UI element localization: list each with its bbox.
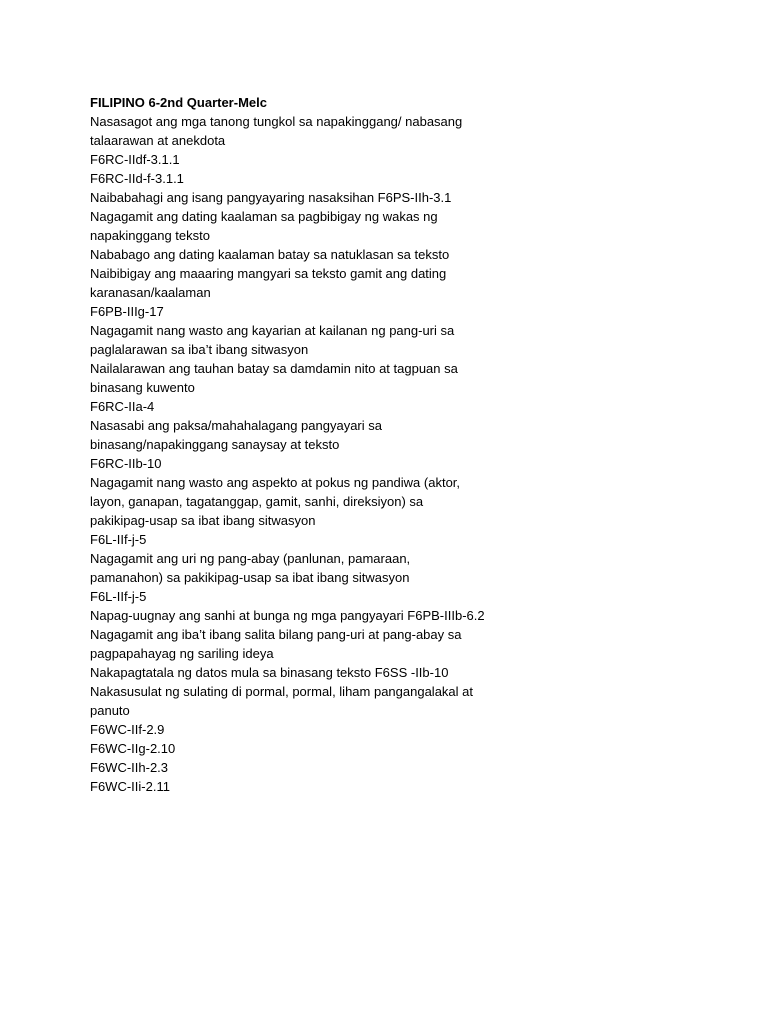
- document-title: FILIPINO 6-2nd Quarter-Melc: [90, 95, 267, 110]
- text-line: binasang/napakinggang sanaysay at teksto: [90, 437, 340, 452]
- code-line: F6RC-IIb-10: [90, 456, 162, 471]
- text-line: Nasasabi ang paksa/mahahalagang pangyayari sa: [90, 418, 382, 433]
- code-line: F6L-IIf-j-5: [90, 589, 147, 604]
- text-line: talaarawan at anekdota: [90, 133, 226, 148]
- document-body: [90, 93, 530, 796]
- text-line: Naibabahagi ang isang pangyayaring nasaksihan F6PS-IIh-3.1: [90, 190, 452, 205]
- code-line: F6WC-IIg-2.10: [90, 741, 176, 756]
- text-line: Nakasusulat ng sulating di pormal, pormal, liham pangangalakal at: [90, 684, 473, 699]
- text-line: karanasan/kaalaman: [90, 285, 211, 300]
- text-line: Nasasagot ang mga tanong tungkol sa napakinggang/ nabasang: [90, 114, 463, 129]
- text-line: pamanahon) sa pakikipag-usap sa ibat ibang sitwasyon: [90, 570, 410, 585]
- text-line: Nakapagtatala ng datos mula sa binasang teksto F6SS -IIb-10: [90, 665, 449, 680]
- text-line: Nailalarawan ang tauhan batay sa damdamin nito at tagpuan sa: [90, 361, 458, 376]
- text-line: Napag-uugnay ang sanhi at bunga ng mga pangyayari F6PB-IIIb-6.2: [90, 608, 485, 623]
- code-line: F6RC-IIdf-3.1.1: [90, 152, 180, 167]
- text-line: napakinggang teksto: [90, 228, 210, 243]
- text-line: paglalarawan sa iba’t ibang sitwasyon: [90, 342, 309, 357]
- text-line: panuto: [90, 703, 130, 718]
- code-line: F6WC-IIh-2.3: [90, 760, 169, 775]
- text-line: Nagagamit nang wasto ang aspekto at pokus ng pandiwa (aktor,: [90, 475, 461, 490]
- code-line: F6PB-IIIg-17: [90, 304, 164, 319]
- text-line: pagpapahayag ng sariling ideya: [90, 646, 274, 661]
- text-line: Naibibigay ang maaaring mangyari sa teksto gamit ang dating: [90, 266, 447, 281]
- text-line: Nagagamit ang dating kaalaman sa pagbibigay ng wakas ng: [90, 209, 438, 224]
- text-line: binasang kuwento: [90, 380, 195, 395]
- text-line: Nagagamit ang iba’t ibang salita bilang pang-uri at pang-abay sa: [90, 627, 462, 642]
- text-line: layon, ganapan, tagatanggap, gamit, sanhi, direksiyon) sa: [90, 494, 424, 509]
- code-line: F6WC-IIf-2.9: [90, 722, 165, 737]
- text-line: Nababago ang dating kaalaman batay sa natuklasan sa teksto: [90, 247, 450, 262]
- code-line: F6WC-IIi-2.11: [90, 779, 170, 794]
- text-line: Nagagamit nang wasto ang kayarian at kailanan ng pang-uri sa: [90, 323, 455, 338]
- text-line: Nagagamit ang uri ng pang-abay (panlunan, pamaraan,: [90, 551, 411, 566]
- code-line: F6RC-IId-f-3.1.1: [90, 171, 184, 186]
- code-line: F6L-IIf-j-5: [90, 532, 147, 547]
- code-line: F6RC-IIa-4: [90, 399, 155, 414]
- text-line: pakikipag-usap sa ibat ibang sitwasyon: [90, 513, 316, 528]
